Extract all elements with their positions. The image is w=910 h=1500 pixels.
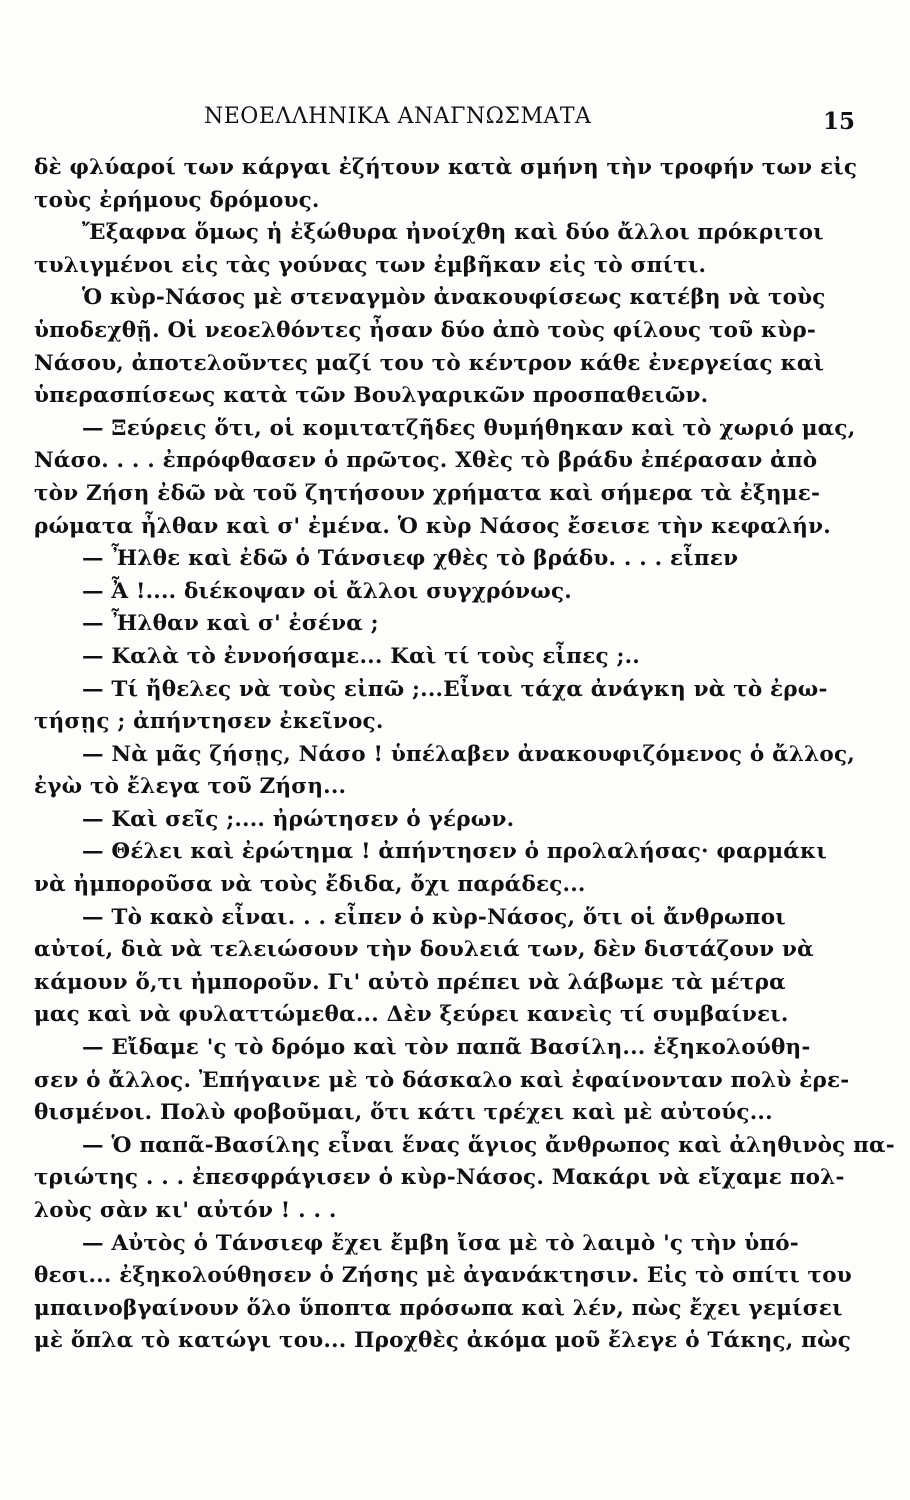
text-line: — Αὐτὸς ὁ Τάνσιεφ ἔχει ἔμβη ἴσα μὲ τὸ λαιμὸ 'ς τὴν ὑπό- [82,1230,799,1256]
text-line: τριώτης . . . ἐπεσφράγισεν ὁ κὺρ-Νάσος. Μακάρι νὰ εἴχαμε πολ- [34,1165,845,1191]
text-line: — Ἦλθαν καὶ σ' ἐσένα ; [82,611,379,637]
text-line: τὸν Ζήση ἐδῶ νὰ τοῦ ζητήσουν χρήματα καὶ σήμερα τὰ ἐξημε- [34,480,821,506]
text-line: μπαινοβγαίνουν ὅλο ὕποπτα πρόσωπα καὶ λέν, πὼς ἔχει γεμίσει [34,1295,843,1321]
text-line: θισμένοι. Πολὺ φοβοῦμαι, ὅτι κάτι τρέχει καὶ μὲ αὐτούς... [34,1100,773,1126]
text-line: — Ὁ παπᾶ-Βασίλης εἶναι ἕνας ἅγιος ἄνθρωπος καὶ ἀληθινὸς πα- [82,1132,895,1158]
text-line: θεσι... ἐξηκολούθησεν ὁ Ζήσης μὲ ἀγανάκτησιν. Εἰς τὸ σπίτι του [34,1263,852,1289]
text-line: — Θέλει καὶ ἐρώτημα ! ἀπήντησεν ὁ προλαλήσας· φαρμάκι [82,839,827,865]
text-line: ἐγὼ τὸ ἔλεγα τοῦ Ζήση... [34,774,347,800]
text-line: — Ξεύρεις ὅτι, οἱ κομιτατζῆδες θυμήθηκαν καὶ τὸ χωριό μας, [82,415,856,441]
text-line: — Ἦλθε καὶ ἐδῶ ὁ Τάνσιεφ χθὲς τὸ βράδυ. . . . εἶπεν [82,546,739,572]
text-line: λοὺς σὰν κι' αὐτόν ! . . . [34,1198,337,1223]
text-line: σεν ὁ ἄλλος. Ἐπήγαινε μὲ τὸ δάσκαλο καὶ ἐφαίνονταν πολὺ ἐρε- [34,1067,850,1093]
text-line: νὰ ἠμποροῦσα νὰ τοὺς ἔδιδα, ὄχι παράδες... [34,872,586,898]
text-line: ὑπερασπίσεως κατὰ τῶν Βουλγαρικῶν προσπαθειῶν. [34,383,709,409]
text-line: αὐτοί, διὰ νὰ τελειώσουν τὴν δουλειά των, δὲν διστάζουν νὰ [34,937,814,963]
text-line: — Καλὰ τὸ ἐννοήσαμε... Καὶ τί τοὺς εἶπες ;.. [82,643,640,669]
text-line: — Εἴδαμε 'ς τὸ δρόμο καὶ τὸν παπᾶ Βασίλη... ἐξηκολούθη- [82,1035,811,1061]
running-header [100,104,855,140]
text-line: — Τί ἤθελες νὰ τοὺς εἰπῶ ;...Εἶναι τάχα ἀνάγκη νὰ τὸ ἐρω- [82,676,828,702]
page-number: 15 [822,108,855,135]
text-line: — Καὶ σεῖς ;.... ἠρώτησεν ὁ γέρων. [82,806,515,832]
text-line: τήσῃς ; ἀπήντησεν ἐκεῖνος. [34,709,384,735]
text-line: ρώματα ἦλθαν καὶ σ' ἐμένα. Ὁ κὺρ Νάσος ἔσεισε τὴν κεφαλήν. [34,513,831,539]
text-line: κάμουν ὅ,τι ἠμποροῦν. Γι' αὐτὸ πρέπει νὰ λάβωμε τὰ μέτρα [34,969,786,995]
text-line: μας καὶ νὰ φυλαττώμεθα... Δὲν ξεύρει κανεὶς τί συμβαίνει. [34,1002,789,1028]
text-line: Ἔξαφνα ὅμως ἡ ἐξώθυρα ἠνοίχθη καὶ δύο ἄλλοι πρόκριτοι [82,220,824,246]
text-line: — Ἆ !.... διέκοψαν οἱ ἄλλοι συγχρόνως. [82,578,572,604]
text-line: ὑποδεχθῇ. Οἱ νεοελθόντες ἦσαν δύο ἀπὸ τοὺς φίλους τοῦ κὺρ- [34,317,817,343]
body-text [34,152,895,1358]
text-line: τυλιγμένοι εἰς τὰς γούνας των ἐμβῆκαν εἰς τὸ σπίτι. [34,252,707,278]
text-line: μὲ ὅπλα τὸ κατώγι του... Προχθὲς ἀκόμα μοῦ ἔλεγε ὁ Τάκης, πὼς [34,1328,852,1354]
text-line: δὲ φλύαροί των κάργαι ἐζήτουν κατὰ σμήνη τὴν τροφήν των εἰς [34,155,858,180]
text-line: — Τὸ κακὸ εἶναι. . . εἶπεν ὁ κὺρ-Νάσος, ὅτι οἱ ἄνθρωποι [82,904,786,930]
text-line: Ὁ κὺρ-Νάσος μὲ στεναγμὸν ἀνακουφίσεως κατέβη νὰ τοὺς [82,285,826,311]
text-line: τοὺς ἐρήμους δρόμους. [34,187,320,213]
text-line: Νάσο. . . . ἐπρόφθασεν ὁ πρῶτος. Χθὲς τὸ βράδυ ἐπέρασαν ἀπὸ [34,448,818,474]
running-title: ΝΕΟΕΛΛΗΝΙΚΑ ΑΝΑΓΝΩΣΜΑΤΑ [204,104,592,129]
text-line: Νάσου, ἀποτελοῦντες μαζί του τὸ κέντρον κάθε ἐνεργείας καὶ [34,350,825,376]
text-line: — Νὰ μᾶς ζήσῃς, Νάσο ! ὑπέλαβεν ἀνακουφιζόμενος ὁ ἄλλος, [82,741,855,767]
